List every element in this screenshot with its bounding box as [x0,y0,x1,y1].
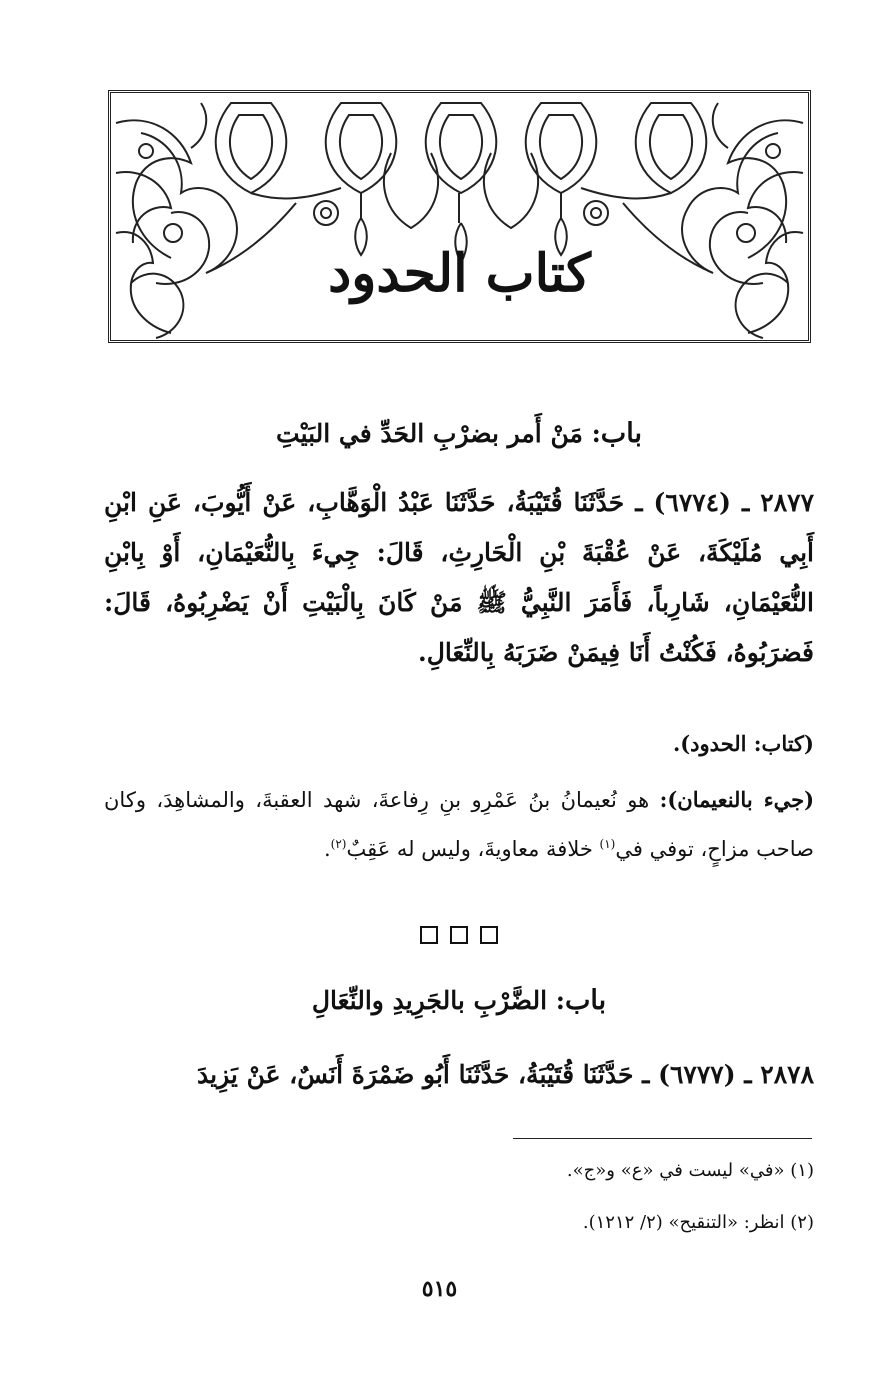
footnote-number: (١) [790,1160,814,1181]
hadith-text-2877: ٢٨٧٧ ـ (٦٧٧٤) ـ حَدَّثَنَا قُتَيْبَةُ، حَدَّثَنَا عَبْدُ الْوَهَّابِ، عَنْ أَيُّوبَ، عَنِ ابْنِ أَبِي مُلَيْكَةَ، عَنْ عُقْبَةَ بْنِ الْحَارِثِ، قَالَ: جِيءَ بِالنُّعَيْمَانِ، أَوْ بِابْنِ النُّعَيْمَانِ، شَارِباً، فَأَمَرَ النَّبِيُّ ﷺ مَنْ كَانَ بِالْبَيْتِ أَنْ يَضْرِبُوهُ، قَالَ: فَضرَبُوهُ، فَكُنْتُ أَنَا فِيمَنْ ضَرَبَهُ بِالنِّعَالِ. [104,488,814,667]
hadith-text-2878: ٢٨٧٨ ـ (٦٧٧٧) ـ حَدَّثَنَا قُتَيْبَةُ، حَدَّثَنَا أَبُو ضَمْرَةَ أَنَسٌ، عَنْ يَزِيدَ [197,1060,814,1089]
footnote-2 [104,1212,814,1234]
commentary-note-1 [104,722,814,766]
bab-label: باب [600,418,642,449]
note-lemma: (جيء بالنعيمان): [659,787,815,812]
footnote-text: انظر: «التنقيح» (٢/ ١٢١٢). [582,1212,785,1233]
divider-square [450,926,468,944]
footnote-number: (٢) [790,1212,814,1233]
footnote-ref: (٢) [330,837,347,851]
footnote-1 [104,1160,814,1182]
page-number: ٥١٥ [421,1276,458,1302]
chapter-heading-2 [104,985,814,1016]
chapter-title: : الضَّرْبِ بالجَرِيدِ والنِّعَالِ [311,986,565,1015]
divider-square [480,926,498,944]
chapter-heading-1 [104,418,814,449]
book-title: كتاب الحدود [328,243,591,304]
chapter-title: : مَنْ أَمر بضرْبِ الحَدِّ في البَيْتِ [276,419,601,448]
divider-square [420,926,438,944]
section-divider [104,926,814,948]
note-lemma: (كتاب: الحدود). [672,731,814,756]
footnote-text: «في» ليست في «ع» و«ج». [566,1160,785,1181]
bab-label: باب [564,985,607,1016]
note-text: هو نُعيمانُ بنُ عَمْرِو بنِ رِفاعةَ، شهد العقبةَ، والمشاهِدَ، وكان صاحب مزاحٍ، توفي في [104,788,814,861]
ornamental-header-frame [108,90,811,343]
footnote-separator [513,1138,812,1139]
note-end: . [323,837,331,861]
footnote-ref: (١) [599,837,616,851]
commentary-note-2 [104,778,814,871]
note-text-continued: خلافة معاويةَ، وليس له عَقِبٌ [346,837,600,861]
